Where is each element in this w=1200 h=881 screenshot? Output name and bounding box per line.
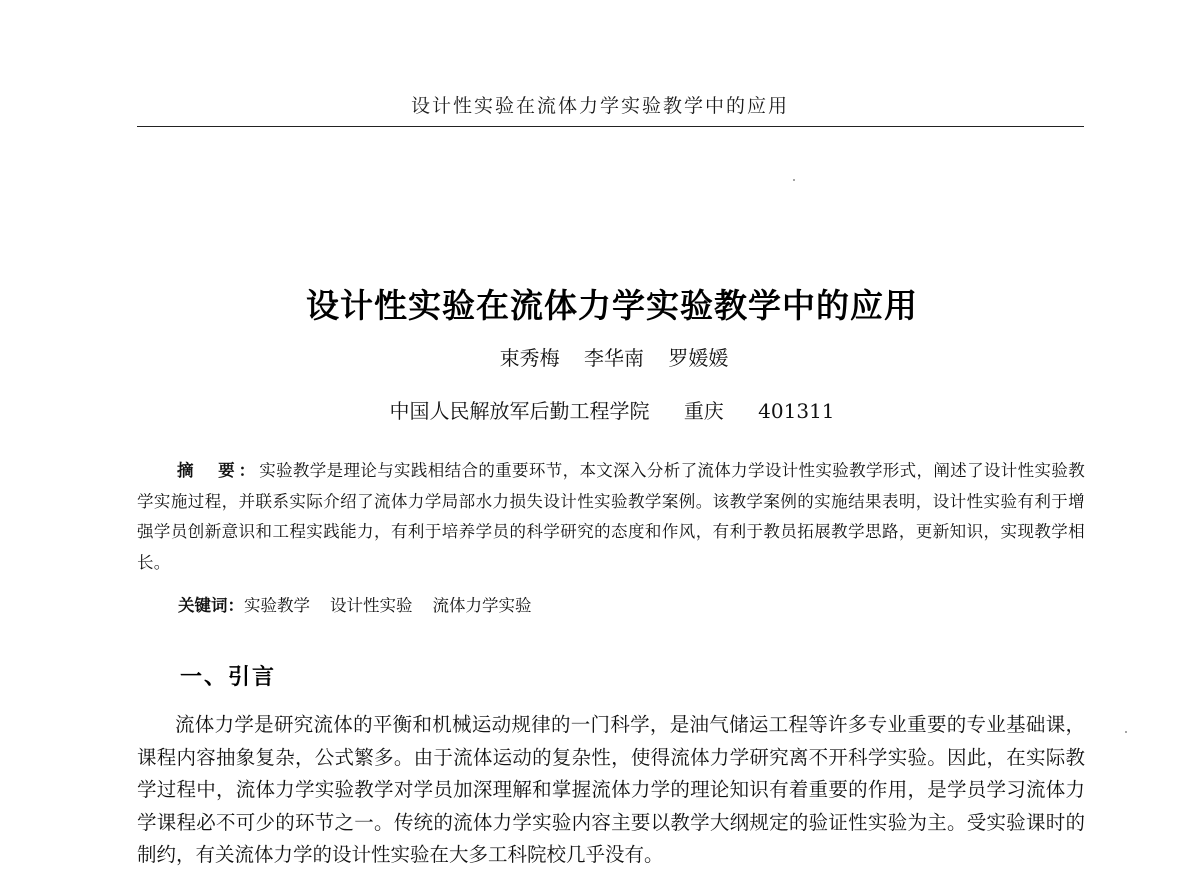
abstract-label: 摘 要： bbox=[177, 461, 260, 480]
city: 重庆 bbox=[683, 399, 724, 423]
keyword: 实验教学 bbox=[244, 596, 310, 615]
abstract-text: 实验教学是理论与实践相结合的重要环节，本文深入分析了流体力学设计性实验教学形式，阐述了设计性实验教学实施过程，并联系实际介绍了流体力学局部水力损失设计性实验教学案例。该教学案例的实施结果表明，设计性实验有利于增强学员创新意识和工程实践能力，有利于培养学员的科学研究的态度和作风，有利于教员拓展教学思路，更新知识，实现教学相长。 bbox=[137, 461, 1085, 572]
author-name: 李华南 bbox=[584, 346, 644, 370]
header-rule bbox=[137, 126, 1084, 127]
keyword: 流体力学实验 bbox=[432, 596, 532, 615]
paper-title: 设计性实验在流体力学实验教学中的应用 bbox=[306, 286, 918, 325]
keywords-label: 关键词： bbox=[178, 596, 244, 615]
running-head: 设计性实验在流体力学实验教学中的应用 bbox=[410, 95, 789, 117]
keywords bbox=[178, 592, 552, 616]
body-paragraph: 流体力学是研究流体的平衡和机械运动规律的一门科学，是油气储运工程等许多专业重要的专业基础课，课程内容抽象复杂，公式繁多。由于流体运动的复杂性，使得流体力学研究离不开科学实验。因此，在实际教学过程中，流体力学实验教学对学员加深理解和掌握流体力学的理论知识有着重要的作用，是学员学习流体力学课程必不可少的环节之一。传统的流体力学实验内容主要以教学大纲规定的验证性实验为主。受实验课时的制约，有关流体力学的设计性实验在大多工科院校几乎没有。 bbox=[137, 713, 1085, 866]
affiliation bbox=[0, 395, 1200, 424]
keyword: 设计性实验 bbox=[330, 596, 413, 615]
institution: 中国人民解放军后勤工程学院 bbox=[389, 399, 650, 423]
author-name: 罗媛媛 bbox=[668, 346, 729, 370]
author-name: 束秀梅 bbox=[499, 346, 560, 370]
scan-speck bbox=[793, 179, 795, 181]
postcode: 401311 bbox=[758, 399, 835, 423]
author-list bbox=[0, 342, 1200, 371]
abstract bbox=[137, 456, 1085, 578]
section-heading: 一、引言 bbox=[180, 664, 277, 690]
scan-speck bbox=[1125, 731, 1127, 733]
